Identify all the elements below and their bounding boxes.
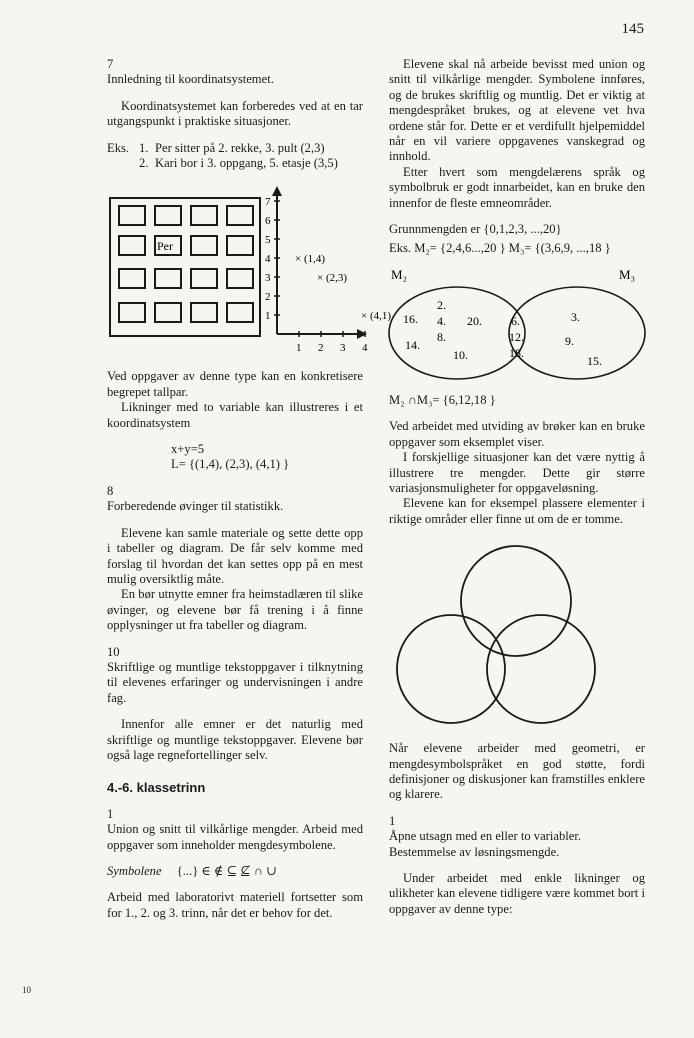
venn-element-m3: 9. [565, 333, 574, 348]
venn-element-m2: 16. [403, 311, 418, 326]
paragraph: Når elevene arbeider med geometri, er mengdesymbolspråket en god støtte, fordi definisjoner og diskusjoner kan framstilles enklere og klarere. [389, 741, 645, 802]
symbols-list: {...} ∈ ∉ ⊆ ⊈ ∩ ∪ [176, 864, 277, 878]
paragraph: Elevene skal nå arbeide bevisst med union og snitt til vilkårlige mengder. Symbolene innføres, og de brukes skriftlig og muntlig. Det er viktig at mengdespråket brukes, og at elevene vet hva ordene står for. Dette er et verdifullt hjelpemiddel når en vil variere oppgavenes vanskegrad og innhold. [389, 57, 645, 164]
y-tick-label: 2 [265, 291, 271, 304]
example-number: 2. [139, 156, 149, 171]
set-m3-label: M₃ [619, 266, 636, 282]
paragraph: Likninger med to variable kan illustreres i et koordinatsystem [107, 400, 363, 430]
universal-set: Grunnmengden er {0,1,2,3, ...,20} [389, 222, 562, 237]
set-m2-circle [389, 287, 525, 379]
desk-label: Per [157, 239, 173, 254]
item-number: 8 [107, 483, 114, 498]
set-circle-right [487, 615, 595, 723]
section-heading: 4.-6. klassetrinn [107, 780, 206, 796]
example-row [107, 141, 363, 156]
example-list [107, 141, 363, 172]
venn-element-intersection: 18. [509, 345, 524, 360]
set-m2-label: M₂ [391, 266, 408, 282]
point-marker: × (2,3) [317, 272, 348, 285]
footer-mark: 10 [22, 984, 31, 995]
venn-element-m2: 4. [437, 313, 446, 328]
y-tick-label: 4 [265, 253, 271, 266]
venn-element-intersection: 6. [511, 313, 520, 328]
y-axis-arrow [272, 186, 282, 196]
example-text: Per sitter på 2. rekke, 3. pult (2,3) [155, 140, 325, 155]
paragraph: Under arbeidet med enkle likninger og ulikheter kan elevene tidligere være kommet bort i oppgaver av denne type: [389, 870, 645, 916]
item-number: 1 [107, 806, 114, 821]
venn-element-m2: 20. [467, 313, 482, 328]
classroom-frame [110, 198, 260, 336]
item-title: Åpne utsagn med en eller to variabler. Bestemmelse av løsningsmengde. [389, 829, 581, 859]
set-circle-left [397, 615, 505, 723]
venn-element-m2: 8. [437, 329, 446, 344]
point-marker: × (1,4) [295, 253, 326, 266]
y-tick-label: 7 [265, 196, 271, 209]
intersection-formula: M₂ ∩M₃= {6,12,18 } [389, 392, 496, 407]
y-tick-label: 5 [265, 234, 271, 247]
venn-element-m3: 3. [571, 309, 580, 324]
paragraph: Elevene kan samle materiale og sette dette opp i tabeller og diagram. De får selv komme med forslag til hvordan det kan settes opp på en mest mulig oversiktlig måte. [107, 525, 363, 586]
venn-element-m3: 15. [587, 353, 602, 368]
paragraph: Etter hvert som mengdelærens språk og symbolbruk er godt innarbeidet, kan en bruke den innenfor de fleste emneområder. [389, 164, 645, 210]
y-tick-label: 3 [265, 272, 271, 285]
item-title: Innledning til koordinatsystemet. [107, 72, 274, 87]
point-marker: × (4,1) [361, 310, 392, 323]
example-row [107, 156, 363, 171]
equation: x+y=5 [171, 442, 205, 457]
venn-element-m2: 2. [437, 297, 446, 312]
desk-grid [119, 206, 253, 322]
example-label: Eks. [107, 140, 130, 155]
paragraph: Innenfor alle emner er det naturlig med skriftlige og muntlige tekstoppgaver. Elevene bør også lage regnefortellinger selv. [107, 717, 363, 762]
paragraph: En bør utnytte emner fra heimstadlæren til slike øvinger, og elevene bør få trening i å finne opplysninger ut fra tabeller og diagram. [107, 587, 363, 633]
coordinate-figure [107, 186, 392, 358]
paragraph: Koordinatsystemet kan forberedes ved at en tar utgangspunkt i praktiske situasjoner. [107, 98, 363, 129]
paragraph: I forskjellige situasjoner kan det være nyttig å illustrere tre mengder. Dette gir større variasjonsmuligheter for oppgaveløsning. [389, 450, 645, 495]
y-tick-label: 6 [265, 215, 271, 228]
x-tick-label: 2 [318, 342, 324, 355]
set-circle-top [461, 546, 571, 656]
page-number: 145 [621, 21, 644, 37]
symbols-label: Symbolene [107, 864, 162, 878]
venn-element-m2: 14. [405, 337, 420, 352]
y-tick-label: 1 [265, 310, 271, 323]
venn-diagram-three-sets [389, 543, 645, 723]
paragraph: Ved oppgaver av denne type kan en konkretisere begrepet tallpar. [107, 369, 363, 399]
paragraph: Ved arbeidet med utviding av brøker kan en bruke oppgaver som eksemplet viser. [389, 419, 645, 449]
set-m3-circle [509, 287, 645, 379]
example-text: Kari bor i 3. oppgang, 5. etasje (3,5) [155, 156, 338, 171]
paragraph: Arbeid med laboratorivt materiell fortsetter som for 1., 2. og 3. trinn, når det er behov for det. [107, 890, 363, 920]
item-number: 7 [107, 57, 114, 71]
paragraph: Skriftlige og muntlige tekstoppgaver i tilknytning til elevenes erfaringer og undervisningen i andre fag. [107, 659, 363, 705]
item-number: 10 [107, 644, 120, 659]
x-tick-label: 4 [362, 342, 368, 355]
example-sets: Eks. M₂= {2,4,6...,20 } M₃= {(3,6,9, ...,18 } [389, 241, 611, 256]
x-tick-label: 1 [296, 342, 302, 355]
left-column [107, 57, 392, 921]
example-number: 1. [139, 140, 149, 155]
paragraph: Union og snitt til vilkårlige mengder. Arbeid med oppgaver som inneholder mengdesymbolene. [107, 822, 363, 852]
symbols-row [107, 864, 363, 879]
x-tick-label: 3 [340, 342, 346, 355]
item-number: 1 [389, 813, 396, 828]
solution-set: L= {(1,4), (2,3), (4,1) } [171, 457, 290, 472]
right-column [389, 57, 645, 917]
venn-element-intersection: 12. [509, 329, 524, 344]
paragraph: Elevene kan for eksempel plassere elementer i riktige områder eller finne ut om de er tomme. [389, 496, 645, 526]
venn-diagram-two-sets [389, 261, 649, 381]
venn-element-m2: 10. [453, 347, 468, 362]
item-title: Forberedende øvinger til statistikk. [107, 499, 284, 514]
